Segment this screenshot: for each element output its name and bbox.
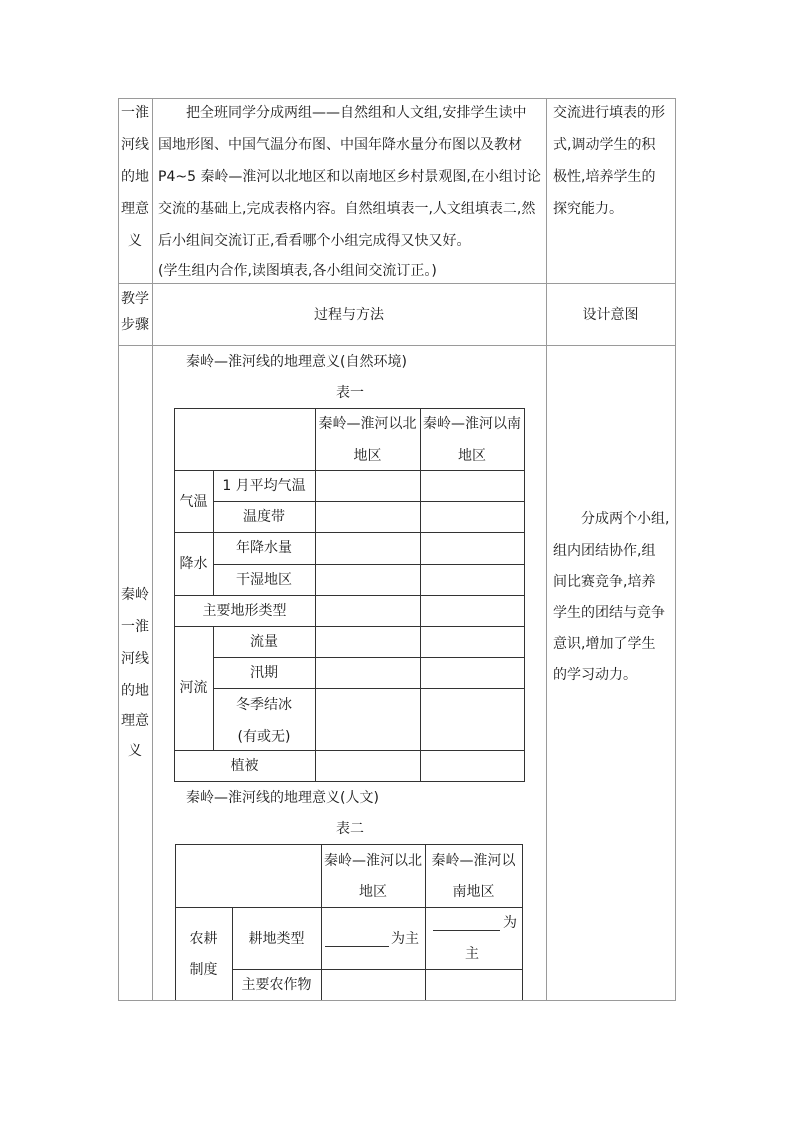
intent-line: 的学习动力。 <box>553 667 637 683</box>
row3-label-line: 的地 <box>121 683 149 699</box>
table2-item-crop: 主要农作物 <box>241 977 312 993</box>
blank-suffix: 为主 <box>391 931 419 947</box>
table2-col-south: 秦岭—淮河以 <box>431 853 516 869</box>
table1-col-north-sub: 地区 <box>353 448 382 464</box>
table1-caption: 表一 <box>336 385 364 401</box>
paragraph-line: 把全班同学分成两组——自然组和人文组,安排学生读中 <box>186 105 527 121</box>
header-step-label: 步骤 <box>121 317 149 333</box>
row1-label-line: 一淮 <box>121 105 149 121</box>
table1-heading: 秦岭—淮河线的地理意义(自然环境) <box>186 354 407 370</box>
table1-col-north: 秦岭—淮河以北 <box>318 416 417 432</box>
table1-group-temp: 气温 <box>179 494 208 510</box>
blank-suffix: 为 <box>503 915 517 931</box>
table2-group-farm: 农耕 <box>189 931 218 947</box>
paragraph-line: 国地形图、中国气温分布图、中国年降水量分布图以及教材 <box>158 137 522 153</box>
table2-blank-south[interactable] <box>431 914 521 960</box>
table1-col-south: 秦岭—淮河以南 <box>423 416 521 432</box>
table1-item-terrain: 主要地形类型 <box>202 603 287 619</box>
header-design-intent: 设计意图 <box>582 307 639 323</box>
row1-label-line: 河线 <box>121 137 149 153</box>
table2-item-land-type: 耕地类型 <box>248 931 305 947</box>
row1-label-line: 的地 <box>121 169 149 185</box>
table1-item-dry-wet: 干湿地区 <box>236 572 292 588</box>
row3-label-line: 义 <box>128 743 142 759</box>
row3-label-line: 秦岭 <box>121 587 149 603</box>
table1-item-jan-temp: 1 月平均气温 <box>222 478 306 494</box>
row1-label-line: 理意 <box>121 201 149 217</box>
intent-line: 间比赛竞争,培养 <box>553 574 656 590</box>
table1-item-flood: 汛期 <box>250 665 278 681</box>
intent-line: 极性,培养学生的 <box>553 169 656 185</box>
paragraph-line: 交流的基础上,完成表格内容。自然组填表一,人文组填表二,然 <box>158 201 536 217</box>
table2-heading: 秦岭—淮河线的地理意义(人文) <box>186 790 379 806</box>
table1-item-temp-zone: 温度带 <box>243 509 285 525</box>
blank-suffix: 主 <box>465 946 479 962</box>
header-process-method: 过程与方法 <box>314 307 384 323</box>
table2-blank-north[interactable] <box>325 931 422 949</box>
intent-line: 学生的团结与竞争 <box>553 605 665 621</box>
table1-group-rain: 降水 <box>179 556 208 572</box>
intent-line: 组内团结协作,组 <box>553 543 656 559</box>
paragraph-line: 后小组间交流订正,看看哪个小组完成得又快又好。 <box>158 233 471 249</box>
row1-label-line: 义 <box>128 233 142 249</box>
row3-label-line: 一淮 <box>121 619 149 635</box>
table1-item-annual-rain: 年降水量 <box>236 540 292 556</box>
table1-col-south-sub: 地区 <box>458 448 486 464</box>
intent-line: 交流进行填表的形 <box>553 105 665 121</box>
blank-underline <box>433 930 500 931</box>
table2-col-north-sub: 地区 <box>359 884 387 900</box>
row3-label-line: 理意 <box>121 713 149 729</box>
intent-line: 式,调动学生的积 <box>553 137 656 153</box>
paragraph-line: P4~5 秦岭—淮河以北地区和以南地区乡村景观图,在小组讨论 <box>158 169 541 185</box>
row3-label-line: 河线 <box>121 651 149 667</box>
paragraph-line: (学生组内合作,读图填表,各小组间交流订正。) <box>158 263 437 279</box>
table1-group-river: 河流 <box>179 680 208 696</box>
table2-col-south-sub: 南地区 <box>452 884 495 900</box>
blank-underline <box>325 946 389 947</box>
table1-item-ice: 冬季结冰 <box>236 697 292 713</box>
table2-caption: 表二 <box>336 821 364 837</box>
table1-item-ice-sub: (有或无) <box>237 729 291 745</box>
table1-item-flow: 流量 <box>250 634 278 650</box>
intent-line: 意识,增加了学生 <box>553 636 656 652</box>
header-step-label: 教学 <box>121 291 149 307</box>
intent-line: 探究能力。 <box>553 201 623 217</box>
intent-line: 分成两个小组, <box>581 511 670 527</box>
table2-group-farm-sub: 制度 <box>189 962 218 978</box>
table1-item-vegetation: 植被 <box>230 758 259 774</box>
table2-col-north: 秦岭—淮河以北 <box>324 853 422 869</box>
